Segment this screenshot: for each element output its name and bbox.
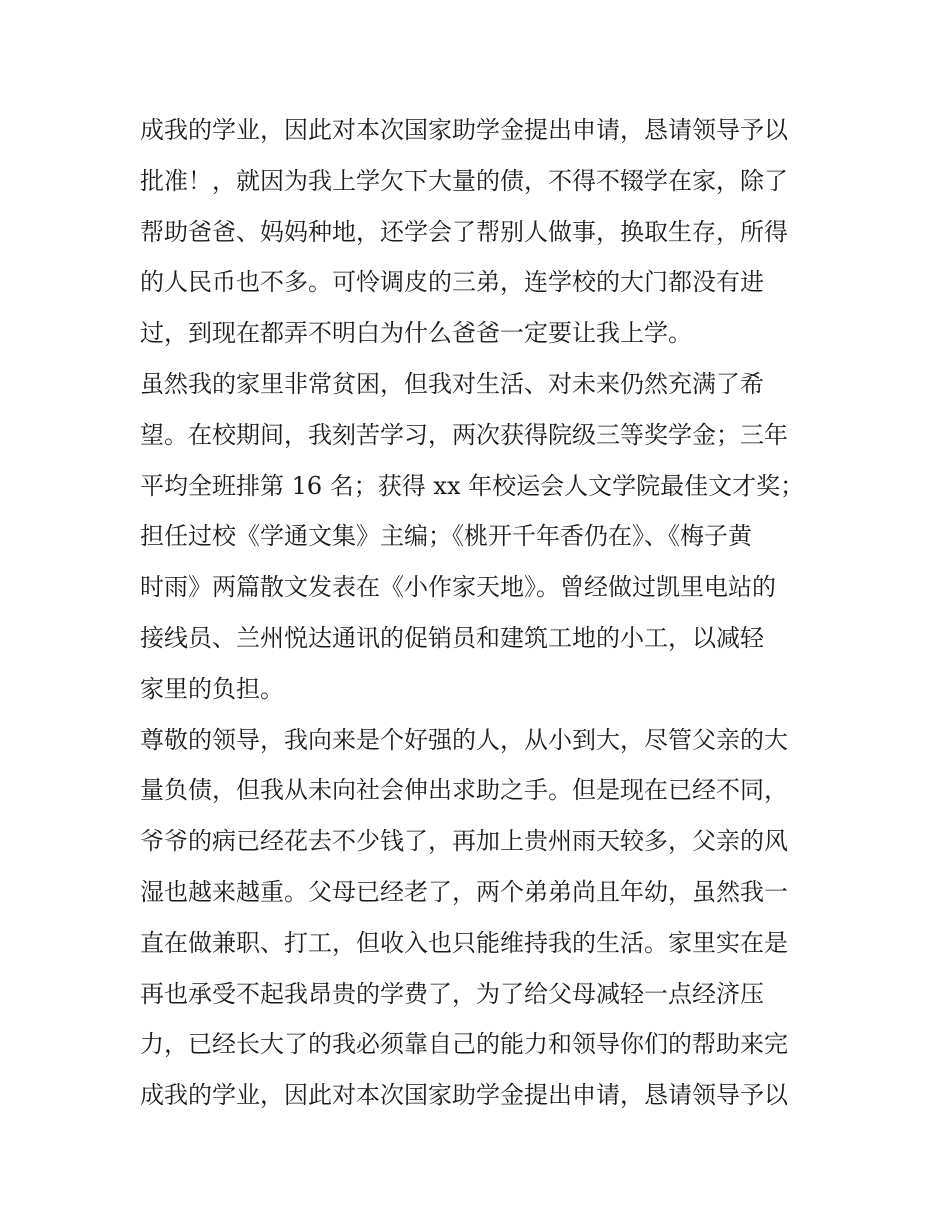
text-line: 量负债，但我从未向社会伸出求助之手。但是现在已经不同，	[140, 776, 788, 805]
text-line: 家里的负担。	[140, 674, 284, 703]
text-line: 接线员、兰州悦达通讯的促销员和建筑工地的小工，以减轻	[140, 623, 764, 652]
text-line: 再也承受不起我昂贵的学费了，为了给父母减轻一点经济压	[140, 979, 764, 1008]
text-line: 批准！，就因为我上学欠下大量的债，不得不辍学在家，除了	[140, 166, 788, 195]
text-line: 望。在校期间，我刻苦学习，两次获得院级三等奖学金；三年	[140, 420, 788, 449]
text-line: 成我的学业，因此对本次国家助学金提出申请，恳请领导予以	[140, 1081, 788, 1110]
text-line: 的人民币也不多。可怜调皮的三弟，连学校的大门都没有进	[140, 268, 764, 297]
text-line: 虽然我的家里非常贫困，但我对生活、对未来仍然充满了希	[140, 369, 764, 398]
text-line: 直在做兼职、打工，但收入也只能维持我的生活。家里实在是	[140, 928, 788, 957]
text-line: 尊敬的领导，我向来是个好强的人，从小到大，尽管父亲的大	[140, 725, 788, 754]
text-line: 爷爷的病已经花去不少钱了，再加上贵州雨天较多，父亲的风	[140, 827, 788, 856]
text-line: 时雨》两篇散文发表在《小作家天地》。曾经做过凯里电站的	[140, 573, 776, 602]
text-line: 成我的学业，因此对本次国家助学金提出申请，恳请领导予以	[140, 116, 788, 144]
text-line: 过，到现在都弄不明白为什么爸爸一定要让我上学。	[140, 319, 692, 348]
text-line: 担任过校《学通文集》主编；《桃开千年香仍在》、《梅子黄	[140, 522, 752, 551]
body-text	[140, 105, 820, 1121]
text-line: 平均全班排第 16 名；获得 xx 年校运会人文学院最佳文才奖；	[140, 471, 805, 500]
text-line: 湿也越来越重。父母已经老了，两个弟弟尚且年幼，虽然我一	[140, 877, 788, 906]
text-line: 力，已经长大了的我必须靠自己的能力和领导你们的帮助来完	[140, 1030, 788, 1059]
text-line: 帮助爸爸、妈妈种地，还学会了帮别人做事，换取生存，所得	[140, 217, 788, 246]
